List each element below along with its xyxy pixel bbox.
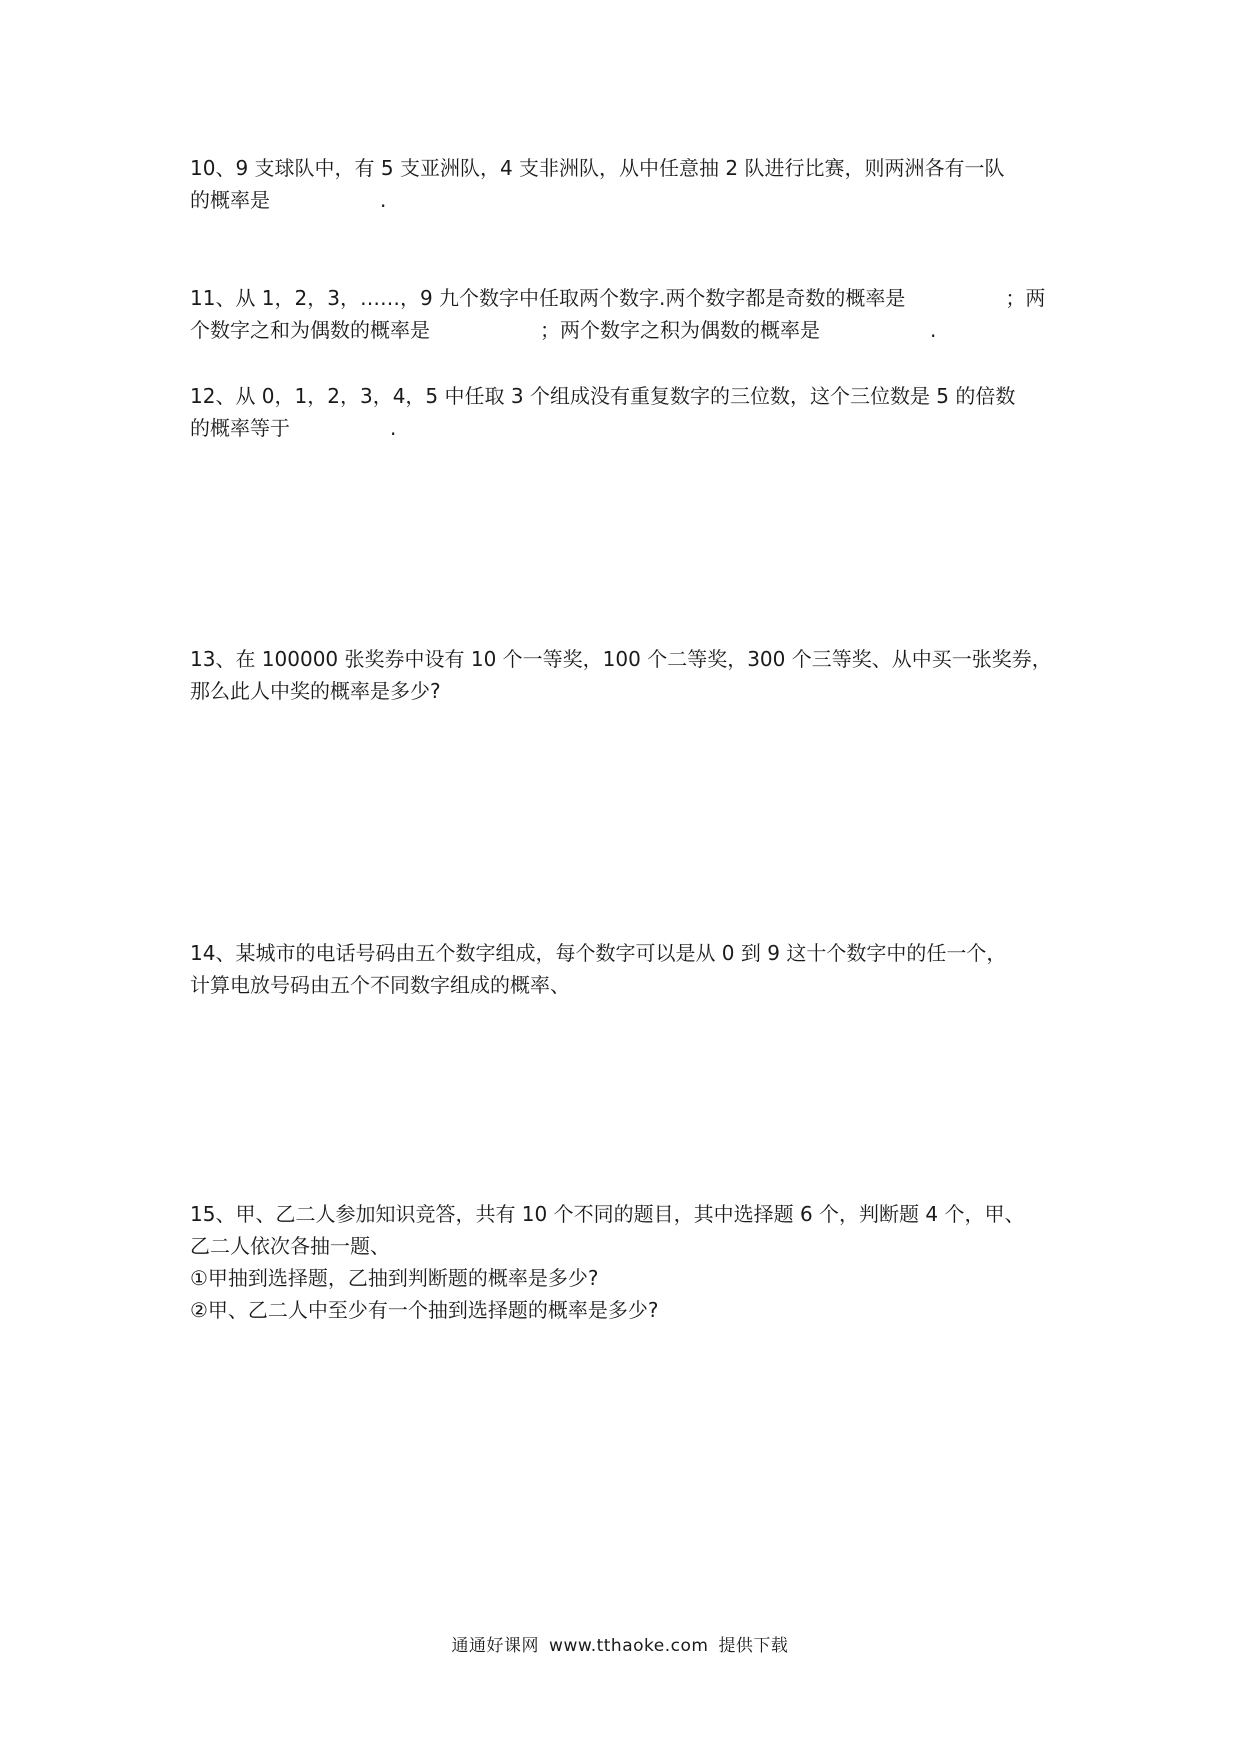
problem-15-part-2: ②甲、乙二人中至少有一个抽到选择题的概率是多少? bbox=[190, 1298, 659, 1322]
problem-11-line-1-text: 11、从 1，2，3，……，9 九个数字中任取两个数字.两个数字都是奇数的概率是 bbox=[190, 286, 906, 310]
problem-15-part-1: ①甲抽到选择题，乙抽到判断题的概率是多少? bbox=[190, 1266, 599, 1290]
problem-12 bbox=[190, 380, 1060, 444]
problem-10-line-1: 10、9 支球队中，有 5 支亚洲队，4 支非洲队，从中任意抽 2 队进行比赛，则两洲各有一队 bbox=[190, 156, 1005, 180]
problem-14-line-2: 计算电放号码由五个不同数字组成的概率、 bbox=[190, 973, 570, 997]
problem-10-period: . bbox=[380, 188, 387, 212]
problem-14 bbox=[190, 937, 1060, 1001]
problem-15-line-2: 乙二人依次各抽一题、 bbox=[190, 1234, 390, 1258]
problem-11-line-2-text: 个数字之和为偶数的概率是 bbox=[190, 318, 430, 342]
problem-12-line-1: 12、从 0，1，2，3，4，5 中任取 3 个组成没有重复数字的三位数，这个三位数是 5 的倍数 bbox=[190, 384, 1016, 408]
problem-15 bbox=[190, 1198, 1060, 1326]
problem-11 bbox=[190, 282, 1060, 346]
problem-11-line-2 bbox=[190, 314, 1060, 346]
problem-11-line-2-mid: ；两个数字之积为偶数的概率是 bbox=[540, 318, 820, 342]
problem-13-line-2: 那么此人中奖的概率是多少? bbox=[190, 679, 441, 703]
problem-11-line-1-end: ；两 bbox=[1005, 286, 1046, 310]
problem-12-line-2-text: 的概率等于 bbox=[190, 416, 290, 440]
problem-10-line-2-text: 的概率是 bbox=[190, 188, 270, 212]
problem-10 bbox=[190, 152, 1060, 216]
problem-13-line-1: 13、在 100000 张奖券中设有 10 个一等奖，100 个二等奖，300 个三等奖、从中买一张奖券， bbox=[190, 647, 1052, 671]
problem-13 bbox=[190, 643, 1060, 707]
footer-url: www.tthaoke.com bbox=[549, 1636, 709, 1656]
problem-10-line-2 bbox=[190, 184, 1060, 216]
footer-tagline: 提供下载 bbox=[718, 1636, 789, 1656]
problem-14-line-1: 14、某城市的电话号码由五个数字组成，每个数字可以是从 0 到 9 这十个数字中的任一个， bbox=[190, 941, 1007, 965]
problem-11-line-1 bbox=[190, 282, 1060, 314]
problem-11-period: . bbox=[930, 318, 937, 342]
problem-12-line-2 bbox=[190, 412, 1060, 444]
problem-12-period: . bbox=[390, 416, 397, 440]
problem-15-line-1: 15、甲、乙二人参加知识竞答，共有 10 个不同的题目，其中选择题 6 个，判断题 4 个，甲、 bbox=[190, 1202, 1025, 1226]
page-footer bbox=[0, 1634, 1240, 1658]
footer-site-name: 通通好课网 bbox=[451, 1636, 540, 1656]
